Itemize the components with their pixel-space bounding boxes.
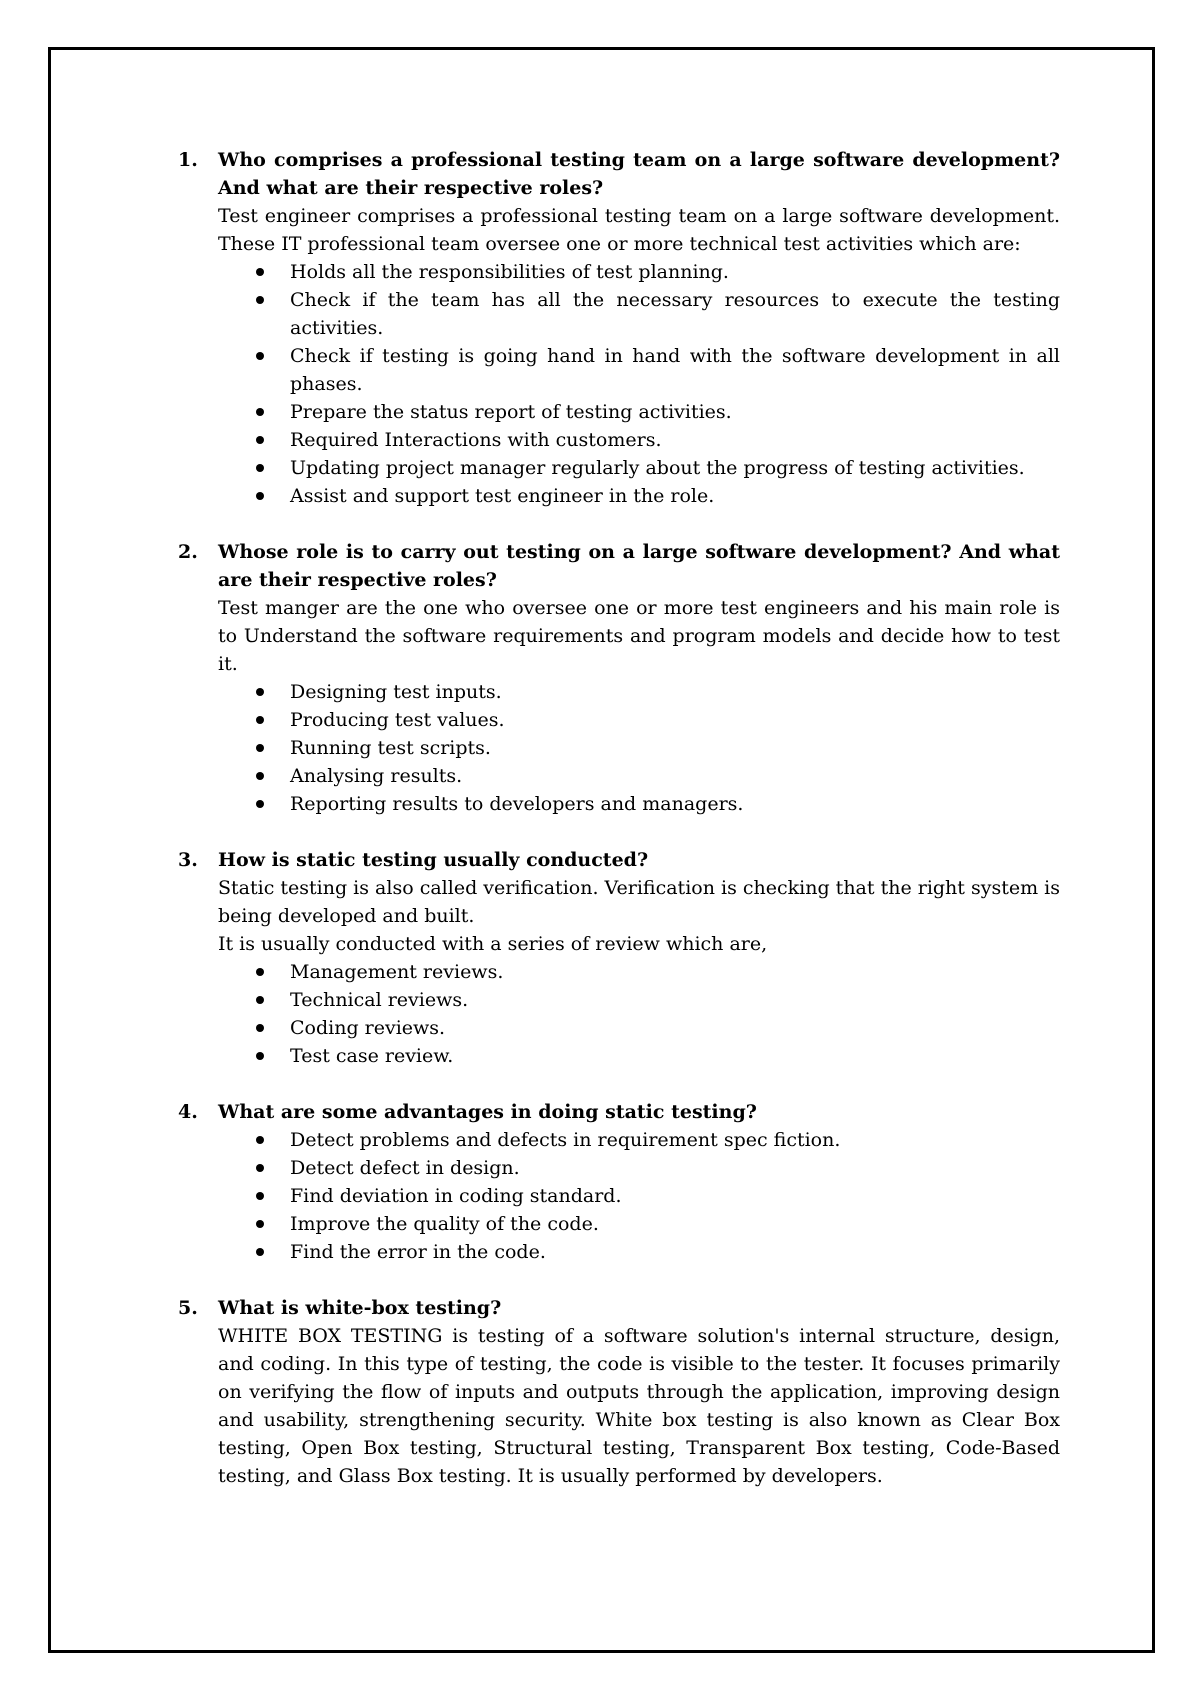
bullet-icon [256, 408, 264, 416]
bullet-icon [256, 436, 264, 444]
list-item: Test case review. [290, 1042, 1060, 1070]
question-title: What is white-box testing? [218, 1297, 502, 1319]
list-item: Improve the quality of the code. [290, 1210, 1060, 1238]
bullet-icon [256, 1136, 264, 1144]
list-item: Required Interactions with customers. [290, 426, 1060, 454]
question-number: 1. [178, 149, 198, 171]
question-title: How is static testing usually conducted? [218, 849, 649, 871]
list-item: Management reviews. [290, 958, 1060, 986]
bullet-icon [256, 492, 264, 500]
question-title: What are some advantages in doing static testing? [218, 1101, 757, 1123]
document-content [178, 146, 1060, 1518]
bullet-icon [256, 296, 264, 304]
bullet-icon [256, 688, 264, 696]
bullet-icon [256, 268, 264, 276]
question-2 [178, 538, 1060, 818]
bullet-icon [256, 772, 264, 780]
question-number: 5. [178, 1297, 198, 1319]
list-item: Find the error in the code. [290, 1238, 1060, 1266]
bullet-icon [256, 800, 264, 808]
bullet-icon [256, 352, 264, 360]
list-item: Check if testing is going hand in hand with the software development in all phases. [290, 342, 1060, 398]
bullet-icon [256, 716, 264, 724]
list-item: Check if the team has all the necessary resources to execute the testing activities. [290, 286, 1060, 342]
answer-paragraph: Static testing is also called verification. Verification is checking that the right system is being developed and built. [218, 877, 1060, 927]
answer-paragraph: Test manger are the one who oversee one or more test engineers and his main role is to Understand the software requirements and program models and decide how to test it. [218, 597, 1060, 675]
bullet-icon [256, 1164, 264, 1172]
bullet-icon [256, 1052, 264, 1060]
question-number: 3. [178, 849, 198, 871]
answer-paragraph: WHITE BOX TESTING is testing of a software solution's internal structure, design, and coding. In this type of testing, the code is visible to the tester. It focuses primarily on verifying the flow of inputs and outputs through the application, improving design and usability, strengthening security. White box testing is also known as Clear Box testing, Open Box testing, Structural testing, Transparent Box testing, Code-Based testing, and Glass Box testing. It is usually performed by developers. [218, 1325, 1060, 1487]
list-item: Detect defect in design. [290, 1154, 1060, 1182]
bullet-icon [256, 1024, 264, 1032]
bullet-icon [256, 744, 264, 752]
question-1 [178, 146, 1060, 510]
bullet-icon [256, 968, 264, 976]
list-item: Reporting results to developers and managers. [290, 790, 1060, 818]
question-3 [178, 846, 1060, 1070]
answer-paragraph: Test engineer comprises a professional testing team on a large software development. These IT professional team oversee one or more technical test activities which are: [218, 205, 1060, 255]
bullet-icon [256, 1220, 264, 1228]
question-number: 2. [178, 541, 198, 563]
answer-paragraph: It is usually conducted with a series of review which are, [218, 933, 768, 955]
list-item: Updating project manager regularly about the progress of testing activities. [290, 454, 1060, 482]
answer-list [178, 258, 1060, 510]
list-item: Find deviation in coding standard. [290, 1182, 1060, 1210]
question-5 [178, 1294, 1060, 1490]
bullet-icon [256, 1248, 264, 1256]
bullet-icon [256, 1192, 264, 1200]
list-item: Coding reviews. [290, 1014, 1060, 1042]
question-4 [178, 1098, 1060, 1266]
list-item: Technical reviews. [290, 986, 1060, 1014]
question-number: 4. [178, 1101, 198, 1123]
list-item: Analysing results. [290, 762, 1060, 790]
question-title: Whose role is to carry out testing on a large software development? And what are their respective roles? [218, 541, 1060, 591]
list-item: Detect problems and defects in requirement spec fiction. [290, 1126, 1060, 1154]
bullet-icon [256, 996, 264, 1004]
answer-list [178, 678, 1060, 818]
bullet-icon [256, 464, 264, 472]
list-item: Designing test inputs. [290, 678, 1060, 706]
answer-list [178, 1126, 1060, 1266]
list-item: Assist and support test engineer in the role. [290, 482, 1060, 510]
list-item: Prepare the status report of testing activities. [290, 398, 1060, 426]
list-item: Producing test values. [290, 706, 1060, 734]
list-item: Holds all the responsibilities of test planning. [290, 258, 1060, 286]
question-title: Who comprises a professional testing team on a large software development? And what are their respective roles? [218, 149, 1060, 199]
list-item: Running test scripts. [290, 734, 1060, 762]
answer-list [178, 958, 1060, 1070]
